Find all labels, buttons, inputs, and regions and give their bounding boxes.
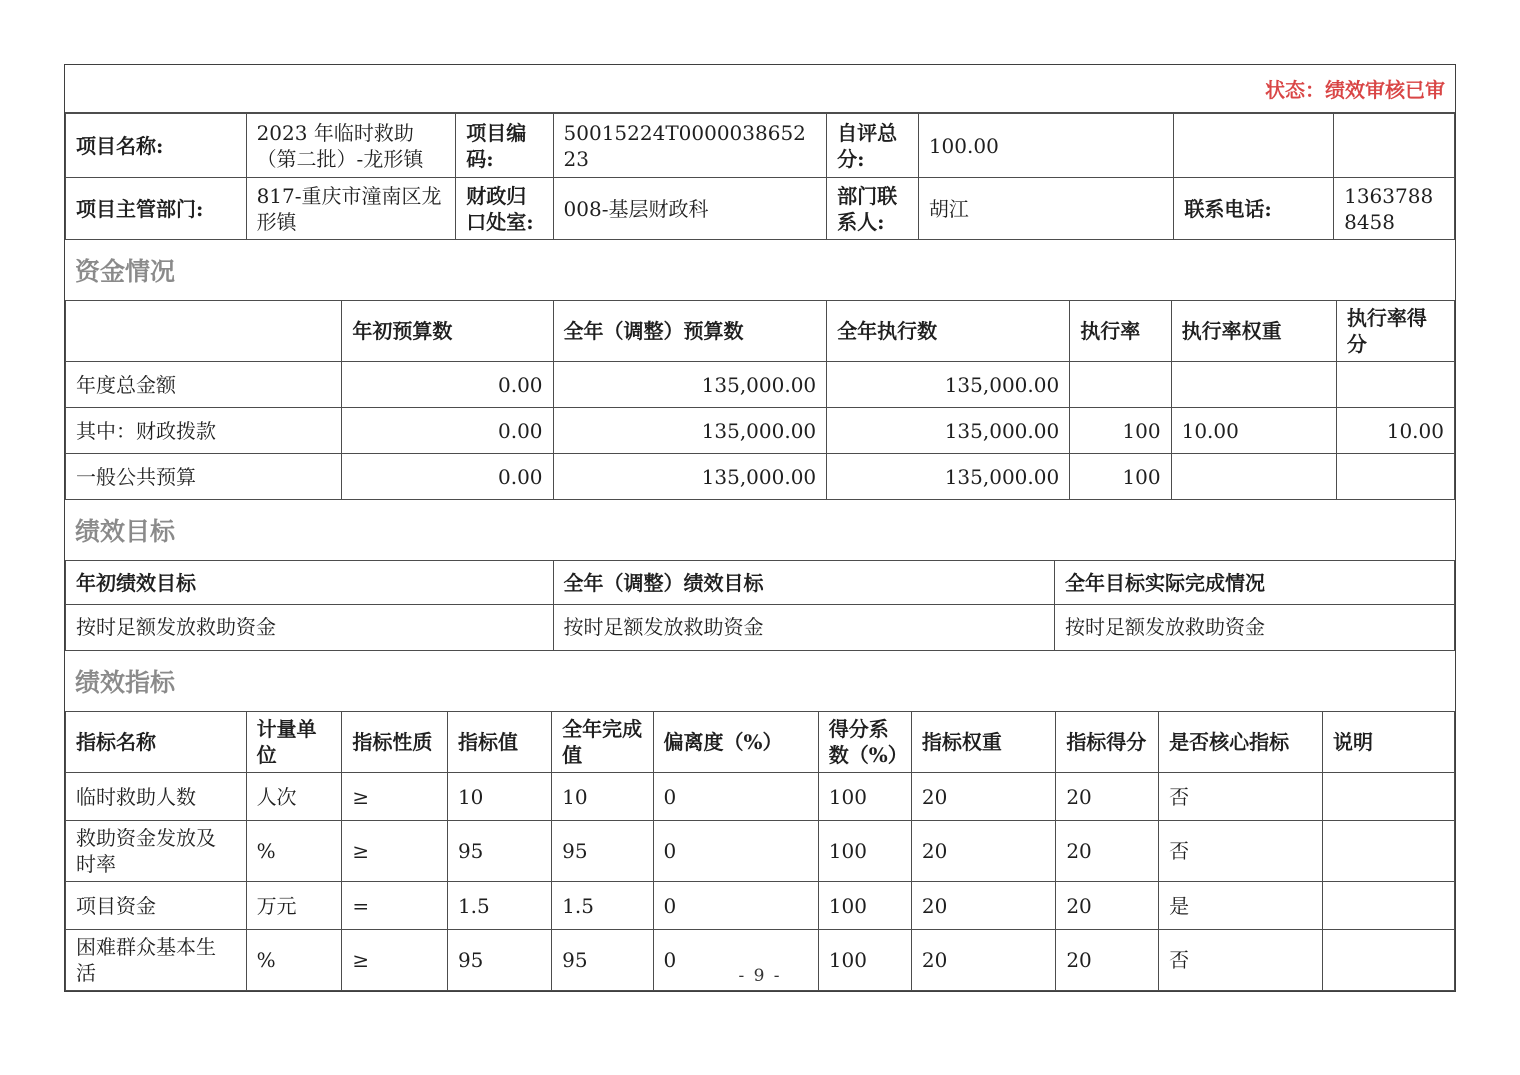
- targets-data-row: [66, 605, 1455, 651]
- indicators-table: [65, 711, 1455, 991]
- targets-header-adjusted: 全年（调整）绩效目标: [553, 561, 1054, 605]
- project-name-label: 项目名称:: [66, 114, 247, 178]
- ind-core: 否: [1159, 930, 1323, 991]
- dept-value: 817-重庆市潼南区龙形镇: [246, 178, 456, 240]
- funding-header-adjusted: 全年（调整）预算数: [553, 301, 827, 362]
- funding-score: [1336, 362, 1454, 408]
- status-row: [65, 65, 1455, 113]
- self-score-label: 自评总分:: [827, 114, 919, 178]
- ind-coefficient: 100: [818, 773, 911, 821]
- ind-unit: 人次: [246, 773, 342, 821]
- funding-score: 10.00: [1336, 408, 1454, 454]
- funding-initial: 0.00: [342, 408, 553, 454]
- funding-adjusted: 135,000.00: [553, 454, 827, 500]
- ind-header-deviation: 偏离度（%）: [653, 712, 818, 773]
- funding-score: [1336, 454, 1454, 500]
- empty-cell: [1174, 114, 1334, 178]
- ind-header-value: 指标值: [447, 712, 551, 773]
- project-header-table: [65, 113, 1455, 240]
- targets-table: [65, 560, 1455, 651]
- target-adjusted: 按时足额发放救助资金: [553, 605, 1054, 651]
- ind-value: 1.5: [447, 882, 551, 930]
- ind-deviation: 0: [653, 882, 818, 930]
- funding-executed: 135,000.00: [827, 454, 1070, 500]
- ind-name: 救助资金发放及时率: [66, 821, 247, 882]
- ind-header-note: 说明: [1322, 712, 1454, 773]
- ind-header-coefficient: 得分系数（%）: [818, 712, 911, 773]
- project-code-value: 50015224T000003865223: [553, 114, 827, 178]
- funding-header-rate: 执行率: [1070, 301, 1171, 362]
- status-badge: 状态：绩效审核已审: [1265, 78, 1445, 102]
- funding-initial: 0.00: [342, 454, 553, 500]
- ind-unit: 万元: [246, 882, 342, 930]
- ind-score: 20: [1056, 882, 1159, 930]
- targets-header-row: [66, 561, 1455, 605]
- ind-completed: 1.5: [552, 882, 653, 930]
- ind-completed: 10: [552, 773, 653, 821]
- finance-office-label: 财政归口处室:: [456, 178, 553, 240]
- target-actual: 按时足额发放救助资金: [1054, 605, 1454, 651]
- ind-header-nature: 指标性质: [342, 712, 448, 773]
- ind-score: 20: [1056, 773, 1159, 821]
- ind-core: 否: [1159, 821, 1323, 882]
- self-score-value: 100.00: [918, 114, 1174, 178]
- empty-cell: [1334, 114, 1455, 178]
- ind-completed: 95: [552, 821, 653, 882]
- ind-nature: ≥: [342, 821, 448, 882]
- ind-header-name: 指标名称: [66, 712, 247, 773]
- ind-header-unit: 计量单位: [246, 712, 342, 773]
- funding-header-executed: 全年执行数: [827, 301, 1070, 362]
- ind-deviation: 0: [653, 930, 818, 991]
- funding-weight: [1171, 454, 1336, 500]
- ind-coefficient: 100: [818, 930, 911, 991]
- ind-core: 否: [1159, 773, 1323, 821]
- indicator-row: [66, 773, 1455, 821]
- ind-nature: ≥: [342, 930, 448, 991]
- funding-header-initial: 年初预算数: [342, 301, 553, 362]
- ind-unit: %: [246, 821, 342, 882]
- project-code-label: 项目编码:: [456, 114, 553, 178]
- ind-value: 10: [447, 773, 551, 821]
- dept-label: 项目主管部门:: [66, 178, 247, 240]
- finance-office-value: 008-基层财政科: [553, 178, 827, 240]
- ind-weight: 20: [911, 930, 1055, 991]
- ind-coefficient: 100: [818, 882, 911, 930]
- page-number: - 9 -: [738, 966, 782, 986]
- funding-section-title: 资金情况: [65, 240, 1455, 300]
- indicators-section-title: 绩效指标: [65, 651, 1455, 711]
- report-sheet: [64, 64, 1456, 992]
- indicator-row: [66, 821, 1455, 882]
- funding-executed: 135,000.00: [827, 408, 1070, 454]
- funding-weight: 10.00: [1171, 408, 1336, 454]
- targets-section-title: 绩效目标: [65, 500, 1455, 560]
- ind-note: [1322, 821, 1454, 882]
- funding-row-label: 一般公共预算: [66, 454, 342, 500]
- funding-executed: 135,000.00: [827, 362, 1070, 408]
- ind-nature: ≥: [342, 773, 448, 821]
- ind-score: 20: [1056, 930, 1159, 991]
- funding-row-public-budget: [66, 454, 1455, 500]
- ind-score: 20: [1056, 821, 1159, 882]
- contact-value: 胡江: [918, 178, 1174, 240]
- funding-rate: 100: [1070, 454, 1171, 500]
- funding-adjusted: 135,000.00: [553, 408, 827, 454]
- funding-row-fiscal: [66, 408, 1455, 454]
- funding-rate: 100: [1070, 408, 1171, 454]
- ind-deviation: 0: [653, 773, 818, 821]
- ind-weight: 20: [911, 821, 1055, 882]
- ind-value: 95: [447, 821, 551, 882]
- indicator-row: [66, 882, 1455, 930]
- funding-row-label: 其中：财政拨款: [66, 408, 342, 454]
- project-header-row-1: [66, 114, 1455, 178]
- ind-weight: 20: [911, 882, 1055, 930]
- funding-header-weight: 执行率权重: [1171, 301, 1336, 362]
- ind-note: [1322, 882, 1454, 930]
- funding-table: [65, 300, 1455, 500]
- ind-name: 临时救助人数: [66, 773, 247, 821]
- funding-header-score: 执行率得分: [1336, 301, 1454, 362]
- project-header-row-2: [66, 178, 1455, 240]
- funding-initial: 0.00: [342, 362, 553, 408]
- target-initial: 按时足额发放救助资金: [66, 605, 554, 651]
- ind-note: [1322, 773, 1454, 821]
- indicators-header-row: [66, 712, 1455, 773]
- contact-label: 部门联系人:: [827, 178, 919, 240]
- funding-row-total: [66, 362, 1455, 408]
- funding-header-row: [66, 301, 1455, 362]
- funding-adjusted: 135,000.00: [553, 362, 827, 408]
- ind-name: 困难群众基本生活: [66, 930, 247, 991]
- ind-header-score: 指标得分: [1056, 712, 1159, 773]
- funding-weight: [1171, 362, 1336, 408]
- ind-unit: %: [246, 930, 342, 991]
- ind-coefficient: 100: [818, 821, 911, 882]
- ind-header-weight: 指标权重: [911, 712, 1055, 773]
- ind-completed: 95: [552, 930, 653, 991]
- ind-name: 项目资金: [66, 882, 247, 930]
- funding-rate: [1070, 362, 1171, 408]
- funding-row-label: 年度总金额: [66, 362, 342, 408]
- ind-nature: =: [342, 882, 448, 930]
- targets-header-actual: 全年目标实际完成情况: [1054, 561, 1454, 605]
- ind-header-core: 是否核心指标: [1159, 712, 1323, 773]
- project-name-value: 2023 年临时救助（第二批）-龙形镇: [246, 114, 456, 178]
- ind-weight: 20: [911, 773, 1055, 821]
- targets-header-initial: 年初绩效目标: [66, 561, 554, 605]
- ind-value: 95: [447, 930, 551, 991]
- funding-header-blank: [66, 301, 342, 362]
- ind-header-completed: 全年完成值: [552, 712, 653, 773]
- ind-deviation: 0: [653, 821, 818, 882]
- ind-core: 是: [1159, 882, 1323, 930]
- phone-value: 13637888458: [1334, 178, 1455, 240]
- phone-label: 联系电话:: [1174, 178, 1334, 240]
